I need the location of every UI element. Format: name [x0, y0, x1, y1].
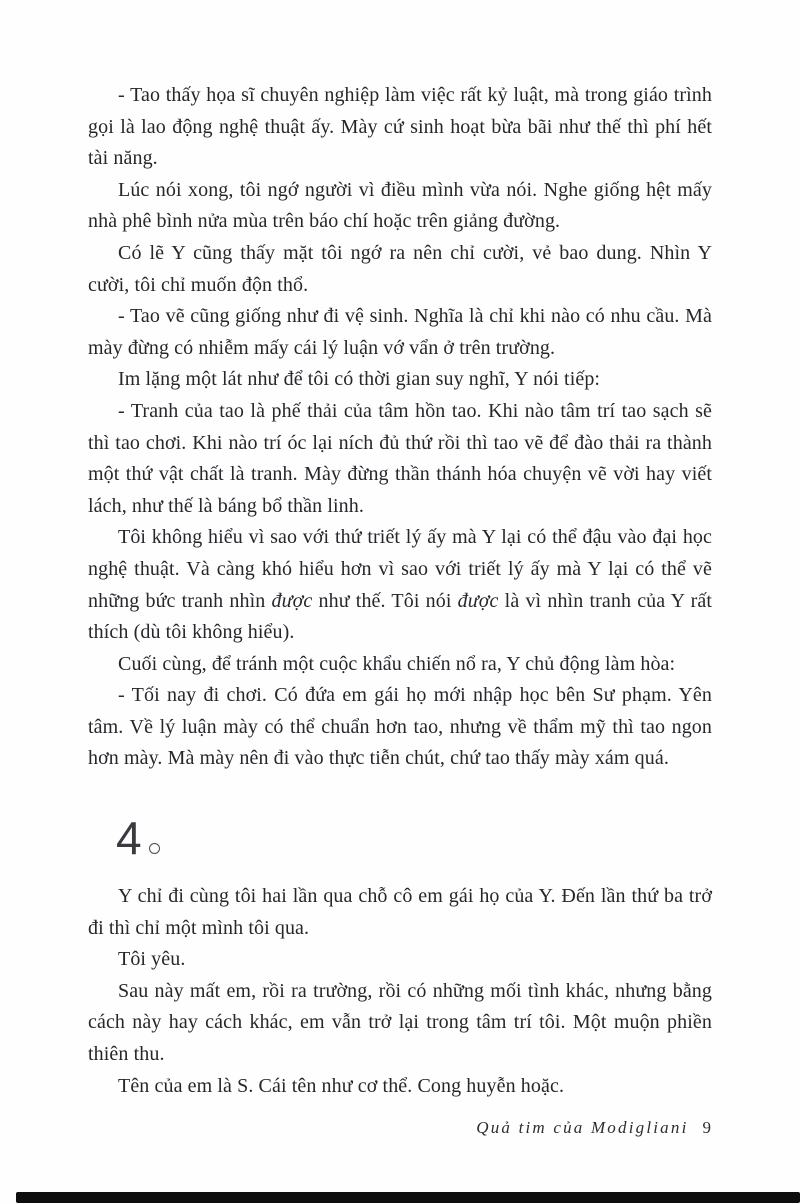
scan-edge-bar [16, 1192, 800, 1203]
paragraph: Tôi yêu. [118, 948, 186, 971]
page-footer [476, 1118, 712, 1138]
paragraph: - Tranh của tao là phế thải của tâm hồn tao. Khi nào tâm trí tao sạch sẽ thì tao chơi. Khi nào trí óc lại ních đủ thứ rồi thì tao vẽ để đào thải ra thành một thứ vật chất là tranh. Mày đừng thần thánh hóa chuyện vẽ vời hay viết lách, như thế là báng bổ thần linh. [88, 399, 712, 517]
paragraph: Im lặng một lát như để tôi có thời gian suy nghĩ, Y nói tiếp: [118, 368, 601, 391]
paragraph: - Tao thấy họa sĩ chuyên nghiệp làm việc rất kỷ luật, mà trong giáo trình gọi là lao động nghệ thuật ấy. Mày cứ sinh hoạt bừa bãi như thế thì phí hết tài năng. [88, 84, 712, 170]
paragraph: Lúc nói xong, tôi ngớ người vì điều mình vừa nói. Nghe giống hệt mấy nhà phê bình nửa mùa trên báo chí hoặc trên giảng đường. [88, 178, 712, 233]
section-heading [116, 813, 712, 863]
paragraph-text: như thế. Tôi nói [312, 589, 458, 612]
book-title: Quả tim của Modigliani [476, 1118, 689, 1137]
paragraph: Có lẽ Y cũng thấy mặt tôi ngớ ra nên chỉ cười, vẻ bao dung. Nhìn Y cười, tôi chỉ muốn độn thổ. [88, 241, 712, 296]
paragraph-text: Tôi không hiểu vì sao với thứ triết lý ấy mà Y lại có thể đậu vào đại học nghệ thuật. Và càng khó hiểu hơn vì sao với triết lý ấy mà Y lại có thể vẽ những bức tranh nhìn [88, 526, 712, 612]
section-number: 4 [116, 812, 142, 865]
page-content [88, 80, 712, 1102]
paragraph: Sau này mất em, rồi ra trường, rồi có những mối tình khác, nhưng bằng cách này hay cách khác, em vẫn trở lại trong tâm trí tôi. Một muộn phiền thiên thu. [88, 979, 712, 1066]
paragraph: Y chỉ đi cùng tôi hai lần qua chỗ cô em gái họ của Y. Đến lần thứ ba trở đi thì chỉ một mình tôi qua. [88, 885, 712, 939]
emphasized-word: được [271, 589, 313, 612]
paragraph: - Tao vẽ cũng giống như đi vệ sinh. Nghĩa là chỉ khi nào có nhu cầu. Mà mày đừng có nhiễm mấy cái lý luận vớ vẩn ở trên trường. [88, 305, 712, 359]
paragraph-text: là vì nhìn tranh của Y rất thích (dù tôi không hiểu). [88, 589, 712, 644]
paragraph: - Tối nay đi chơi. Có đứa em gái họ mới nhập học bên Sư phạm. Yên tâm. Về lý luận mày có thể chuẩn hơn tao, nhưng về thẩm mỹ thì tao ngon hơn mày. Mà mày nên đi vào thực tiễn chút, chứ tao thấy mày xám quá. [88, 684, 712, 770]
section-period-icon [149, 843, 160, 854]
paragraph: Cuối cùng, để tránh một cuộc khẩu chiến nổ ra, Y chủ động làm hòa: [118, 652, 676, 675]
emphasized-word: được [457, 589, 499, 612]
page-number: 9 [702, 1118, 712, 1137]
paragraph: Tên của em là S. Cái tên như cơ thể. Cong huyễn hoặc. [118, 1074, 565, 1097]
paragraph [88, 522, 712, 648]
